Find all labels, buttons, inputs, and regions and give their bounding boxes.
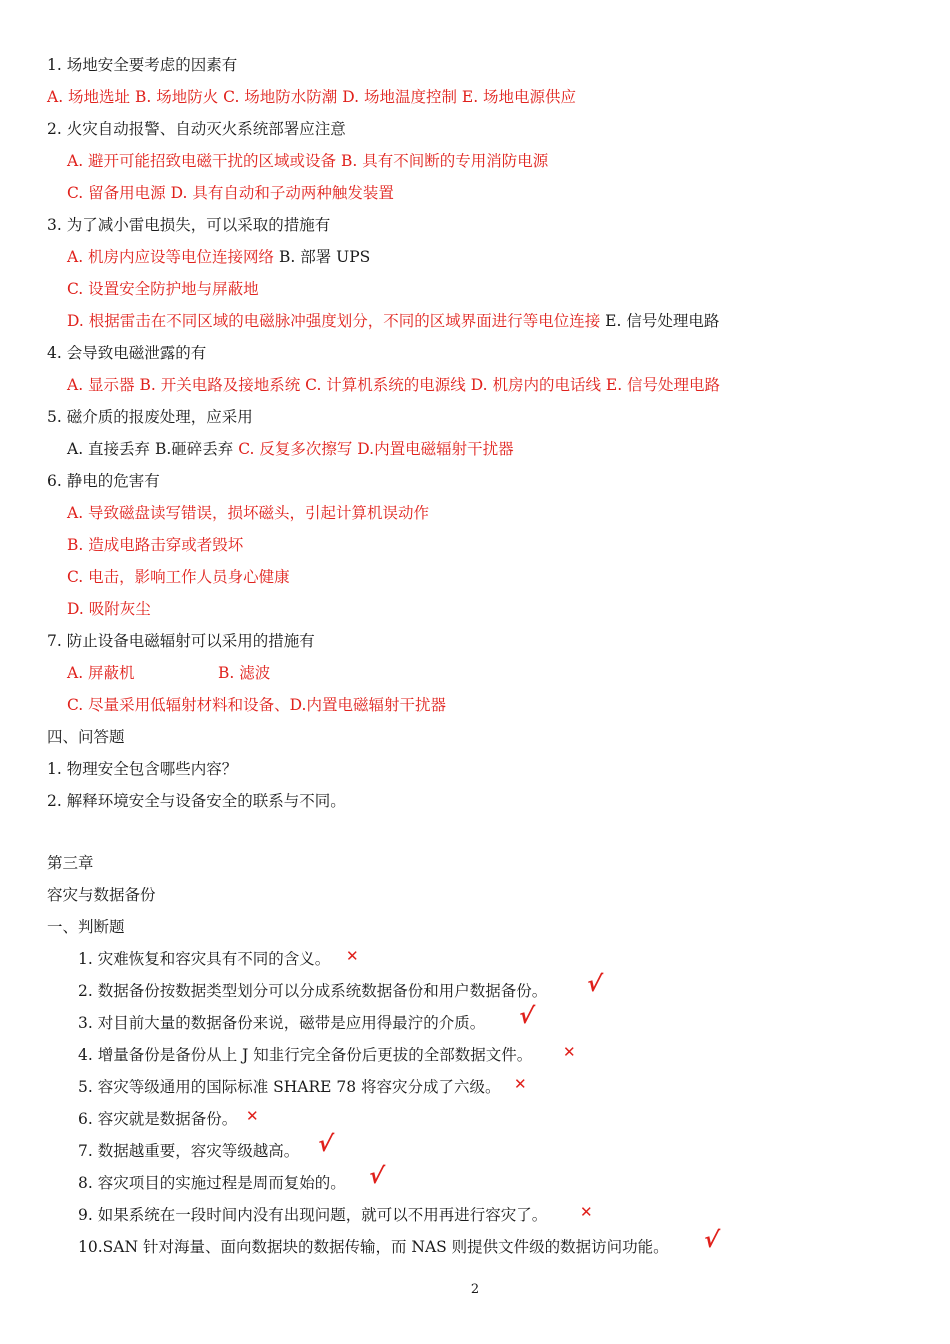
check-mark-icon: √ <box>702 1228 721 1253</box>
question-5-option-cd: C. 反复多次擦写 D.内置电磁辐射干扰器 <box>233 440 514 458</box>
qa-question-1: 1. 物理安全包含哪些内容？ <box>47 760 238 778</box>
judge-heading: 一、判断题 <box>47 918 125 936</box>
question-1-stem: 1. 场地安全要考虑的因素有 <box>47 56 238 74</box>
page-number: 2 <box>470 1282 480 1297</box>
question-7-option-cd: C. 尽量采用低辐射材料和设备、D.内置电磁辐射干扰器 <box>67 696 446 714</box>
question-2-options-line2: C. 留备用电源 D. 具有自动和子动两种触发装置 <box>67 184 394 202</box>
question-6-stem: 6. 静电的危害有 <box>47 472 160 490</box>
cross-mark-icon: ✕ <box>580 1203 593 1221</box>
judge-item-6: 6. 容灾就是数据备份。 <box>78 1110 238 1128</box>
question-7-option-a: A. 屏蔽机 <box>67 664 135 682</box>
judge-item-1: 1. 灾难恢复和容灾具有不同的含义。 <box>78 950 331 968</box>
cross-mark-icon: ✕ <box>514 1075 527 1093</box>
question-5-options <box>67 439 514 459</box>
judge-item-2: 2. 数据备份按数据类型划分可以分成系统数据备份和用户数据备份。 <box>78 982 548 1000</box>
check-mark-icon: √ <box>517 1004 536 1029</box>
question-3-option-c: C. 设置安全防护地与屏蔽地 <box>67 280 259 298</box>
question-6-option-c: C. 电击，影响工作人员身心健康 <box>67 568 290 586</box>
question-3-option-e: E. 信号处理电路 <box>600 312 720 330</box>
question-3-stem: 3. 为了减小雷电损失，可以采取的措施有 <box>47 216 331 234</box>
judge-item-4: 4. 增量备份是备份从上 J 知韭行完全备份后更拔的全部数据文件。 <box>78 1046 533 1064</box>
judge-item-7: 7. 数据越重要，容灾等级越高。 <box>78 1142 300 1160</box>
question-3-options-line3 <box>67 311 719 331</box>
question-3-option-b: B. 部署 UPS <box>274 248 371 266</box>
cross-mark-icon: ✕ <box>346 947 359 965</box>
question-6-option-b: B. 造成电路击穿或者毁坏 <box>67 536 244 554</box>
question-4-options: A. 显示器 B. 开关电路及接地系统 C. 计算机系统的电源线 D. 机房内的电话线 E. 信号处理电路 <box>67 376 721 394</box>
judge-item-5: 5. 容灾等级通用的国际标准 SHARE 78 将容灾分成了六级。 <box>78 1078 501 1096</box>
qa-question-2: 2. 解释环境安全与设备安全的联系与不同。 <box>47 792 346 810</box>
check-mark-icon: √ <box>367 1164 386 1189</box>
question-6-option-d: D. 吸附灰尘 <box>67 600 151 618</box>
question-2-stem: 2. 火灾自动报警、自动灭火系统部署应注意 <box>47 120 346 138</box>
check-mark-icon: √ <box>316 1132 335 1157</box>
qa-heading: 四、问答题 <box>47 728 125 746</box>
cross-mark-icon: ✕ <box>246 1107 259 1125</box>
judge-item-10: 10.SAN 针对海量、面向数据块的数据传输，而 NAS 则提供文件级的数据访问功能。 <box>78 1238 669 1256</box>
judge-item-9: 9. 如果系统在一段时间内没有出现问题，就可以不用再进行容灾了。 <box>78 1206 548 1224</box>
chapter-number: 第三章 <box>47 854 94 872</box>
question-1-options: A. 场地选址 B. 场地防火 C. 场地防水防潮 D. 场地温度控制 E. 场地电源供应 <box>47 88 577 106</box>
question-3-option-a: A. 机房内应设等电位连接网络 <box>67 248 275 266</box>
question-6-option-a: A. 导致磁盘读写错误，损坏磁头，引起计算机误动作 <box>67 504 430 522</box>
cross-mark-icon: ✕ <box>563 1043 576 1061</box>
question-4-stem: 4. 会导致电磁泄露的有 <box>47 344 207 362</box>
question-3-option-d: D. 根据雷击在不同区域的电磁脉冲强度划分，不同的区域界面进行等电位连接 <box>67 312 601 330</box>
chapter-title: 容灾与数据备份 <box>47 886 156 904</box>
question-5-stem: 5. 磁介质的报废处理，应采用 <box>47 408 253 426</box>
question-7-stem: 7. 防止设备电磁辐射可以采用的措施有 <box>47 632 315 650</box>
judge-item-8: 8. 容灾项目的实施过程是周而复始的。 <box>78 1174 346 1192</box>
judge-item-3: 3. 对目前大量的数据备份来说，磁带是应用得最泞的介质。 <box>78 1014 486 1032</box>
check-mark-icon: √ <box>585 972 604 997</box>
question-7-option-b: B. 滤波 <box>218 664 271 682</box>
question-3-options-line1 <box>67 247 370 267</box>
question-5-option-ab: A. 直接丢弃 B.砸碎丢弃 <box>67 440 234 458</box>
question-2-options-line1: A. 避开可能招致电磁干扰的区域或设备 B. 具有不间断的专用消防电源 <box>67 152 549 170</box>
